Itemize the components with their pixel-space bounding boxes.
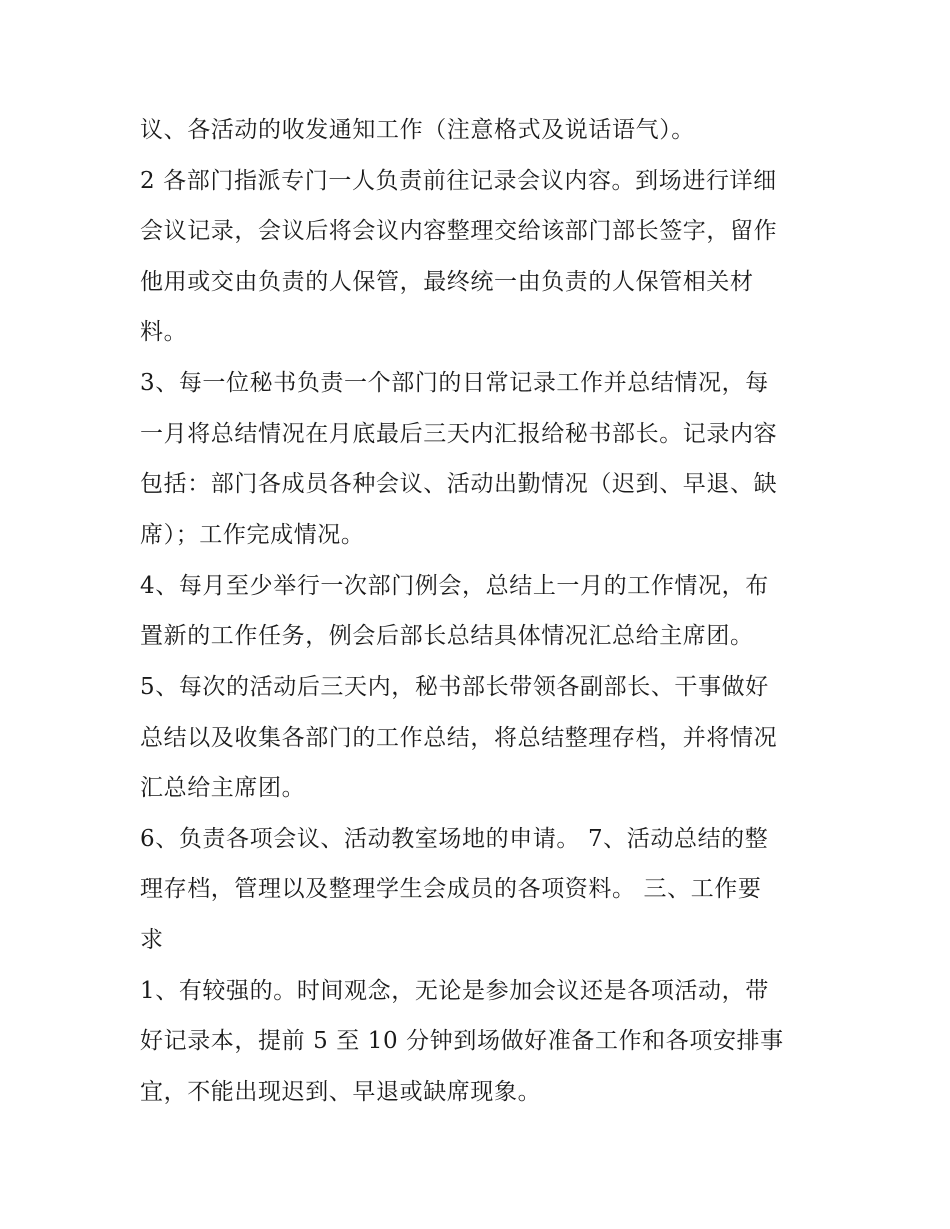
text-line: 好记录本，提前 5 至 10 分钟到场做好准备工作和各项安排事 xyxy=(140,1028,784,1054)
text-line: 5、每次的活动后三天内，秘书部长带领各副部长、干事做好 xyxy=(140,674,769,700)
text-line: 总结以及收集各部门的工作总结，将总结整理存档，并将情况 xyxy=(140,725,778,751)
text-line: 一月将总结情况在月底最后三天内汇报给秘书部长。记录内容 xyxy=(140,421,778,447)
text-line: 会议记录，会议后将会议内容整理交给该部门部长签字，留作 xyxy=(140,218,778,244)
text-line: 4、每月至少举行一次部门例会，总结上一月的工作情况，布 xyxy=(140,573,769,599)
text-line: 他用或交由负责的人保管，最终统一由负责的人保管相关材 xyxy=(140,269,754,295)
text-line: 3、每一位秘书负责一个部门的日常记录工作并总结情况，每 xyxy=(140,370,769,396)
text-line: 席）；工作完成情况。 xyxy=(140,522,365,548)
text-line: 理存档，管理以及整理学生会成员的各项资料。 三、工作要 xyxy=(140,876,762,902)
text-line: 置新的工作任务，例会后部长总结具体情况汇总给主席团。 xyxy=(140,623,754,649)
text-line: 6、负责各项会议、活动教室场地的申请。 7、活动总结的整 xyxy=(140,826,769,852)
text-line: 议、各活动的收发通知工作（注意格式及说话语气）。 xyxy=(140,117,695,143)
text-line: 料。 xyxy=(140,319,188,345)
text-line: 1、有较强的。时间观念，无论是参加会议还是各项活动，带 xyxy=(140,978,769,1004)
text-line: 汇总给主席团。 xyxy=(140,775,306,801)
text-line: 2 各部门指派专门一人负责前往记录会议内容。到场进行详细 xyxy=(140,168,777,194)
text-line: 包括：部门各成员各种会议、活动出勤情况（迟到、早退、缺 xyxy=(140,471,778,497)
text-line: 求 xyxy=(140,927,164,953)
text-line: 宜，不能出现迟到、早退或缺席现象。 xyxy=(140,1079,542,1105)
